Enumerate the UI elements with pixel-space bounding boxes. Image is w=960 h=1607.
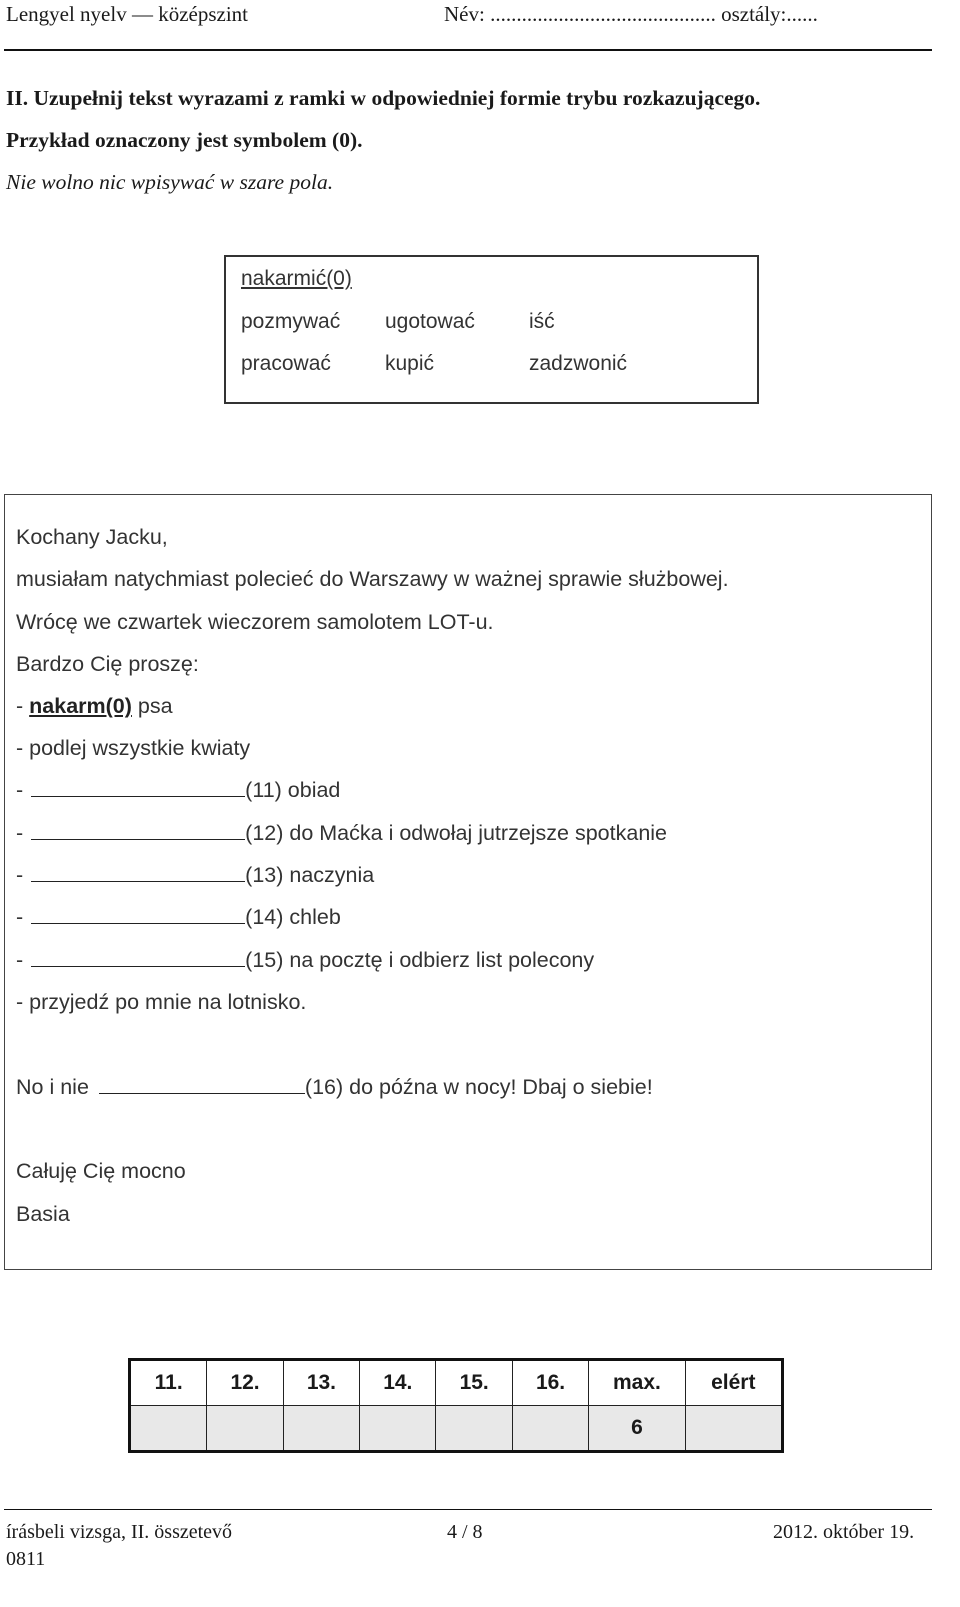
word-example: nakarmić(0) [241, 267, 352, 290]
letter-item-14: - (14) chleb [16, 905, 341, 929]
letter-paragraph: Bardzo Cię proszę: [16, 652, 199, 676]
score-header: 16. [512, 1360, 588, 1406]
letter-item: - przyjedź po mnie na lotnisko. [16, 990, 307, 1014]
task-instruction: II. Uzupełnij tekst wyrazami z ramki w odpowiedniej formie trybu rozkazującego. [6, 86, 761, 110]
word-item: pozmywać [241, 310, 341, 333]
word-item: kupić [385, 352, 435, 375]
letter-item-15: - (15) na pocztę i odbierz list polecony [16, 948, 595, 972]
score-header: 12. [207, 1360, 283, 1406]
letter-item-11: - (11) obiad [16, 778, 341, 802]
footer-code: 0811 [6, 1548, 46, 1570]
word-item: pracować [241, 352, 331, 375]
answer-blank-13[interactable] [31, 863, 245, 882]
score-max-value: 6 [589, 1406, 685, 1452]
answer-blank-16[interactable] [99, 1075, 305, 1094]
score-header: elért [685, 1360, 782, 1406]
answer-blank-12[interactable] [31, 821, 245, 840]
score-table [128, 1358, 784, 1453]
score-cell-gray [130, 1406, 207, 1452]
letter-signature: Basia [16, 1202, 70, 1226]
letter-item-16: No i nie (16) do późna w nocy! Dbaj o siebie! [16, 1075, 653, 1099]
letter-item-13: - (13) naczynia [16, 863, 375, 887]
footer-page-number: 4 / 8 [447, 1521, 483, 1543]
letter-box [4, 494, 932, 1270]
footer-divider [4, 1509, 932, 1510]
header-name-class-field: Név: ........................................... osztály:...... [444, 2, 818, 26]
score-cell-gray [436, 1406, 512, 1452]
score-cell-gray [207, 1406, 283, 1452]
word-item: iść [529, 310, 555, 333]
score-cell-gray [283, 1406, 359, 1452]
score-header: max. [589, 1360, 685, 1406]
footer-exam-name: írásbeli vizsga, II. összetevő [6, 1521, 233, 1543]
letter-greeting: Kochany Jacku, [16, 525, 168, 549]
letter-closing: Całuję Cię mocno [16, 1159, 186, 1183]
score-header: 15. [436, 1360, 512, 1406]
score-cell-gray [360, 1406, 436, 1452]
score-cell-gray [512, 1406, 588, 1452]
score-value-row [130, 1406, 783, 1452]
letter-paragraph: Wrócę we czwartek wieczorem samolotem LOT-u. [16, 610, 494, 634]
word-item: zadzwonić [529, 352, 628, 375]
letter-item-example: - nakarm(0) psa [16, 694, 173, 718]
score-achieved-cell [685, 1406, 782, 1452]
score-header: 13. [283, 1360, 359, 1406]
letter-item-12: - (12) do Maćka i odwołaj jutrzejsze spotkanie [16, 821, 668, 845]
score-header-row [130, 1360, 783, 1406]
footer-date: 2012. október 19. [773, 1521, 915, 1543]
header-subject: Lengyel nyelv — középszint [6, 2, 249, 26]
answer-blank-15[interactable] [31, 948, 245, 967]
gray-fields-note: Nie wolno nic wpisywać w szare pola. [6, 170, 334, 194]
letter-item: - podlej wszystkie kwiaty [16, 736, 251, 760]
word-item: ugotować [385, 310, 475, 333]
score-header: 14. [360, 1360, 436, 1406]
answer-blank-11[interactable] [31, 778, 245, 797]
example-answer: nakarm(0) [29, 694, 132, 718]
header-divider [4, 49, 932, 51]
word-box [224, 255, 759, 404]
example-note: Przykład oznaczony jest symbolem (0). [6, 128, 363, 152]
letter-paragraph: musiałam natychmiast polecieć do Warszawy w ważnej sprawie służbowej. [16, 567, 729, 591]
answer-blank-14[interactable] [31, 905, 245, 924]
score-header: 11. [130, 1360, 207, 1406]
